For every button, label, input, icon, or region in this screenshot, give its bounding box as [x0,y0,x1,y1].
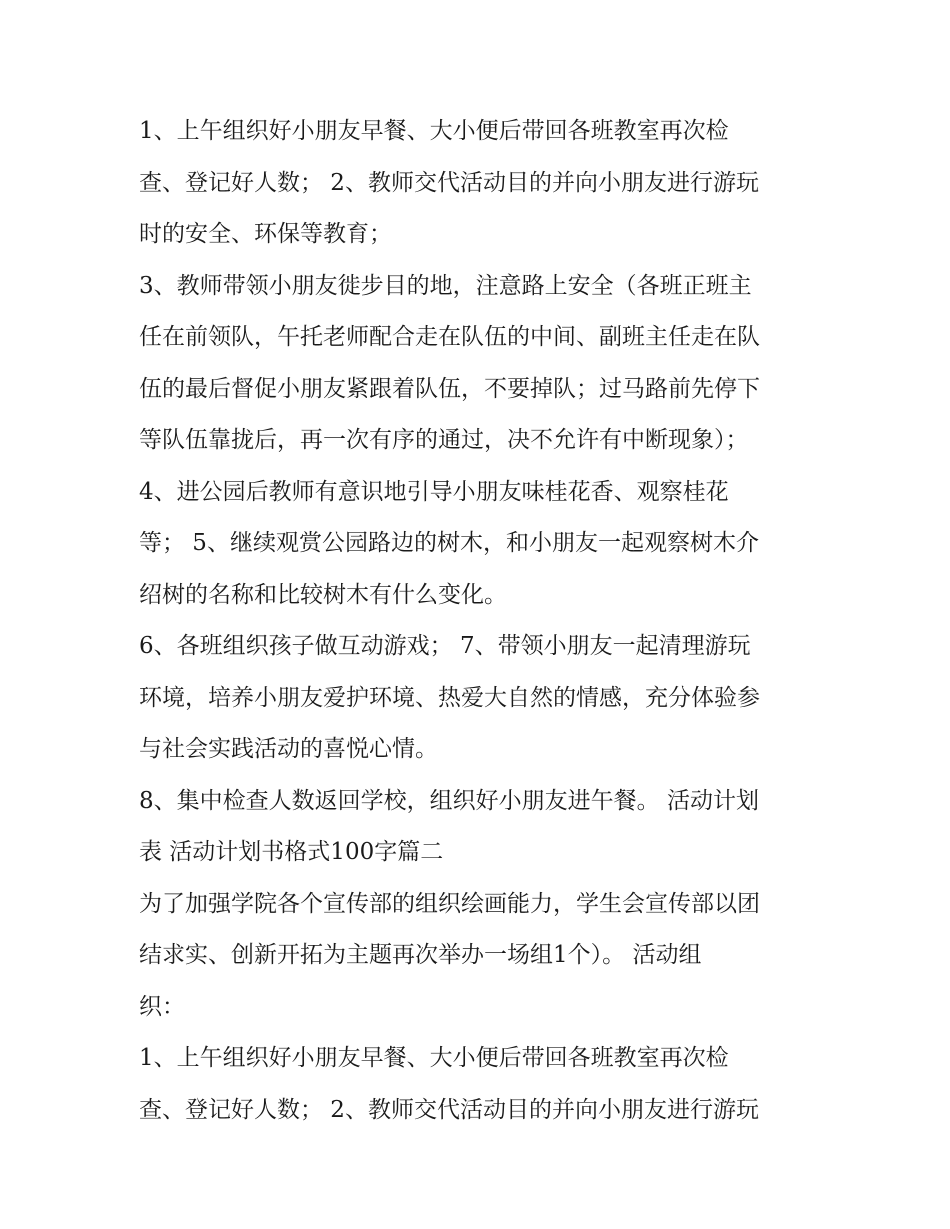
text-line: 为了加强学院各个宣传部的组织绘画能力，学生会宣传部以团 [139,890,760,917]
text-line: 6、各班组织孩子做互动游戏； 7、带领小朋友一起清理游玩 [139,633,751,659]
text-line: 查、登记好人数； 2、教师交代活动目的并向小朋友进行游玩 [139,169,759,196]
text-line: 时的安全、环保等教育； [139,221,392,247]
text-line: 结求实、创新开拓为主题再次举办一场组1个）。 活动组 [139,942,702,968]
text-line: 伍的最后督促小朋友紧跟着队伍，不要掉队；过马路前先停下 [139,375,760,402]
text-line: 织： [139,993,185,1020]
text-line: 表 活动计划书格式100字篇二 [139,839,444,865]
text-line: 与社会实践活动的喜悦心情。 [139,736,438,762]
text-line: 绍树的名称和比较树木有什么变化。 [139,581,507,608]
text-line: 1、上午组织好小朋友早餐、大小便后带回各班教室再次检 [139,1045,729,1071]
text-line: 等； 5、继续观赏公园路边的树木，和小朋友一起观察树木介 [139,530,759,556]
text-line: 任在前领队，午托老师配合走在队伍的中间、副班主任走在队 [139,324,760,350]
text-line: 4、进公园后教师有意识地引导小朋友味桂花香、观察桂花 [139,478,729,505]
text-line: 8、集中检查人数返回学校，组织好小朋友进午餐。 活动计划 [139,787,759,814]
text-line: 3、教师带领小朋友徙步目的地，注意路上安全（各班正班主 [139,272,752,299]
text-line: 查、登记好人数； 2、教师交代活动目的并向小朋友进行游玩 [139,1096,759,1123]
text-line: 环境，培养小朋友爱护环境、热爱大自然的情感，充分体验参 [139,684,760,711]
text-line: 等队伍靠拢后，再一次有序的通过，决不允许有中断现象）； [139,427,749,453]
document-body [139,106,819,1136]
text-line: 1、上午组织好小朋友早餐、大小便后带回各班教室再次检 [139,118,729,144]
